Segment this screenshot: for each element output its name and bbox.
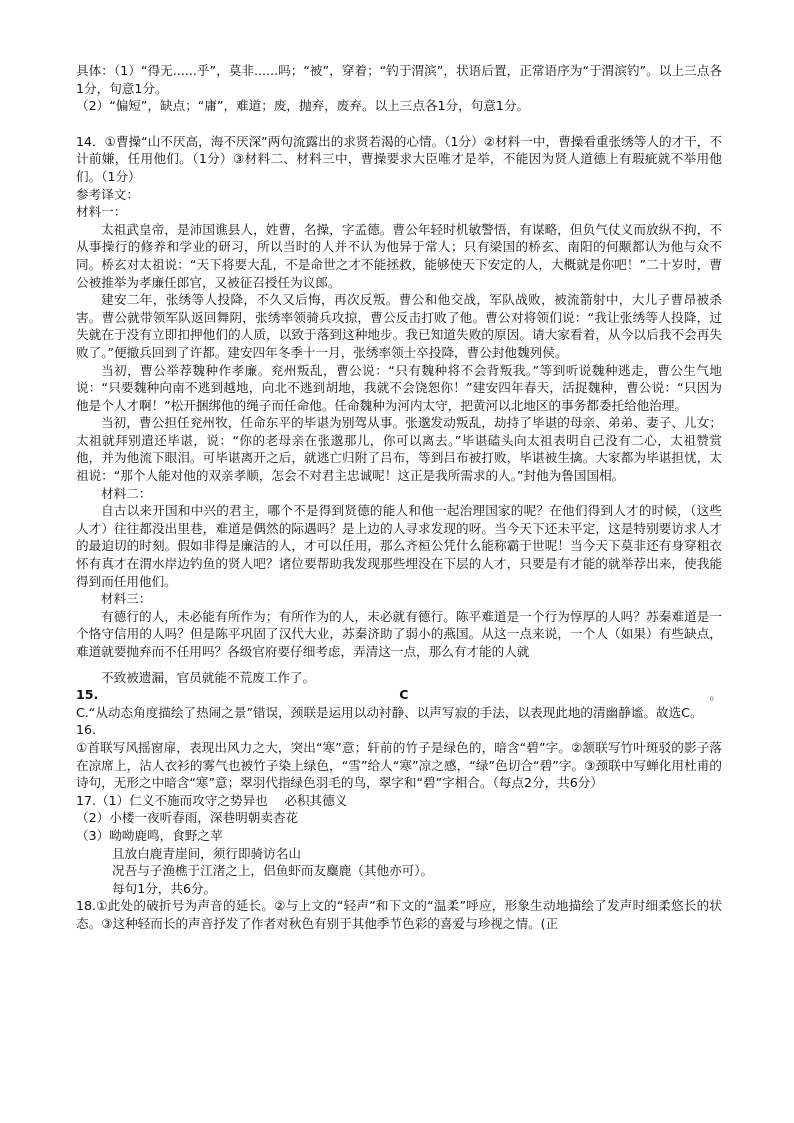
translation-paragraph-3: 当初，曹公举荐魏种作孝廉。兖州叛乱，曹公说：“只有魏种将不会背叛我。”等到听说魏种逃走，曹公生气地说：“只要魏种向南不逃到越地，向北不逃到胡地，我就不会饶恕你！”建安四年春天，活捉魏种，曹公说：“只因为他是个人才啊！”松开捆绑他的绳子而任命他。任命魏种为河内太守，把黄河以北地区的事务都委托给他治理。	[76, 362, 722, 413]
q15-period: 。	[709, 687, 722, 703]
q17-scoring: 每句1分，共6分。	[112, 880, 217, 896]
q18-answer: 18.①此处的破折号为声音的延长。②与上文的“轻声”和下文的“温柔”呼应，形象生动地描绘了发声时细柔悠长的状态。③这种轻而长的声音抒发了作者对秋色有别于其他季节色彩的喜爱与珍视之情。(正	[76, 898, 722, 931]
q13-explanation-1: 具体：（1）“得无......乎”，莫非......吗；“被”，穿着；“钓于渭滨”，状语后置，正常语序为“于渭滨钓”。以上三点各1分，句意1分。	[76, 63, 722, 96]
q15-choice: C	[399, 687, 409, 703]
material-2-heading: 材料二：	[101, 485, 152, 501]
q17-answer-5: 况吾与子渔樵于江渚之上，侣鱼虾而友麋鹿（其他亦可）。	[112, 863, 434, 879]
q15-number: 15.	[76, 687, 99, 703]
q15-explanation: C.“从动态角度描绘了热闹之景”错误，颈联是运用以动衬静、以声写寂的手法，以表现此地的清幽静谧。故选C。	[76, 704, 703, 720]
q16-number: 16.	[76, 722, 97, 738]
q17-answer-4: 且放白鹿青崖间，须行即骑访名山	[112, 845, 301, 861]
reference-translation-heading: 参考译文：	[76, 186, 139, 202]
material-1-heading: 材料一：	[76, 204, 127, 220]
q13-explanation-2: （2）“偏短”，缺点；“庸”，难道；废，抛弃，废弃。以上三点各1分，句意1分。	[76, 98, 530, 114]
q16-answer: ①首联写风摇窗扉，表现出风力之大，突出“寒”意；轩前的竹子是绿色的，暗含“碧”字。②颔联写竹叶斑驳的影子落在凉席上，沾人衣衫的雾气也被竹子染上绿色，“雪”给人“寒”凉之感，“绿”色切合“碧”字。③颈联中写蝉化用杜甫的诗句，无形之中暗含“寒”意；翠羽代指绿色羽毛的鸟，翠字和“碧”字相合。（每点2分，共6分）	[76, 739, 722, 791]
q14-answer: 14．①曹操“山不厌高，海不厌深”两句流露出的求贤若渴的心情。（1分）②材料一中，曹操看重张绣等人的才干，不计前嫌，任用他们。（1分）③材料二、材料三中，曹操要求大臣唯才是举，不能因为贤人道德上有瑕疵就不举用他们。（1分）	[76, 133, 722, 184]
translation-paragraph-6: 有德行的人，未必能有所作为；有所作为的人，未必就有德行。陈平难道是一个行为惇厚的人吗？苏秦难道是一个恪守信用的人吗？但是陈平巩固了汉代大业，苏秦济助了弱小的燕国。从这一点来说，一个人（如果）有些缺点，难道就要抛弃而不任用吗？各级官府要仔细考虑，弄清这一点，那么有才能的人就	[76, 608, 722, 659]
translation-paragraph-2: 建安二年，张绣等人投降，不久又后悔，再次反叛。曹公和他交战，军队战败，被流箭射中，大儿子曹昂被杀害。曹公就带领军队返回舞阴，张绣率领骑兵攻掠，曹公反击打败了他。曹公对将领们说：“我让张绣等人投降，过失就在于没有立即扣押他们的人质，以致于落到这种地步。我已知道失败的原因。请大家看着，从今以后我不会再失败了。”便撤兵回到了许都。建安四年冬季十一月，张绣率领士卒投降，曹公封他魏列侯。	[76, 292, 722, 360]
answer-document	[76, 62, 722, 933]
translation-paragraph-5: 自古以来开国和中兴的君主，哪个不是得到贤德的能人和他一起治理国家的呢？在他们得到人才的时候，（这些人才）往往都没出里巷，难道是偶然的际遇吗？是上边的人寻求发现的呀。当今天下还未平定，这是特别要访求人才的最迫切的时刻。假如非得是廉洁的人，才可以任用，那么齐桓公凭什么能称霸于世呢！当今天下莫非还有身穿粗衣怀有真才在渭水岸边钓鱼的贤人吧？诸位要帮助我发现那些埋没在下层的人才，只要是有才能的就举荐出来，使我能得到而任用他们。	[76, 503, 722, 589]
material-3-heading: 材料三：	[101, 591, 152, 607]
q15-answer-line	[76, 686, 722, 704]
translation-paragraph-6-end: 不致被遗漏，官员就能不荒废工作了。	[101, 669, 316, 685]
q17-answer-3: （3）呦呦鹿鸣，食野之苹	[76, 827, 223, 843]
q17-answer-1: 17.（1）仁义不施而攻守之势异也 必积其德义	[76, 792, 348, 808]
q17-answer-2: （2）小楼一夜听春雨，深巷明朝卖杏花	[76, 810, 299, 826]
translation-paragraph-4: 当初，曹公担任兖州牧，任命东平的毕谌为别驾从事。张邈发动叛乱，劫持了毕谌的母亲、弟弟、妻子、儿女；太祖就拜别遣还毕谌，说：“你的老母亲在张邈那儿，你可以离去。”毕谌磕头向太祖表明自己没有二心，太祖赞赏他，并为他流下眼泪。可毕谌离开之后，就逃亡归附了吕布，等到吕布被打败，毕谌被生擒。大家都为毕谌担忧，太祖说：“那个人能对他的双亲孝顺，怎会不对君主忠诚呢！这正是我所需求的人。”封他为鲁国国相。	[76, 415, 722, 484]
translation-paragraph-1: 太祖武皇帝，是沛国谯县人，姓曹，名操，字孟德。曹公年轻时机敏警悟，有谋略，但负气仗义而放纵不拘，不从事操行的修养和学业的研习，所以当时的人并不认为他异于常人；只有梁国的桥玄、南阳的何颙都认为他与众不同。桥玄对太祖说：“天下将要大乱，不是命世之才不能拯救，能够使天下安定的人，大概就是你吧！”二十岁时，曹公被推举为孝廉任郎官，又被征召授任为议郎。	[76, 221, 722, 290]
